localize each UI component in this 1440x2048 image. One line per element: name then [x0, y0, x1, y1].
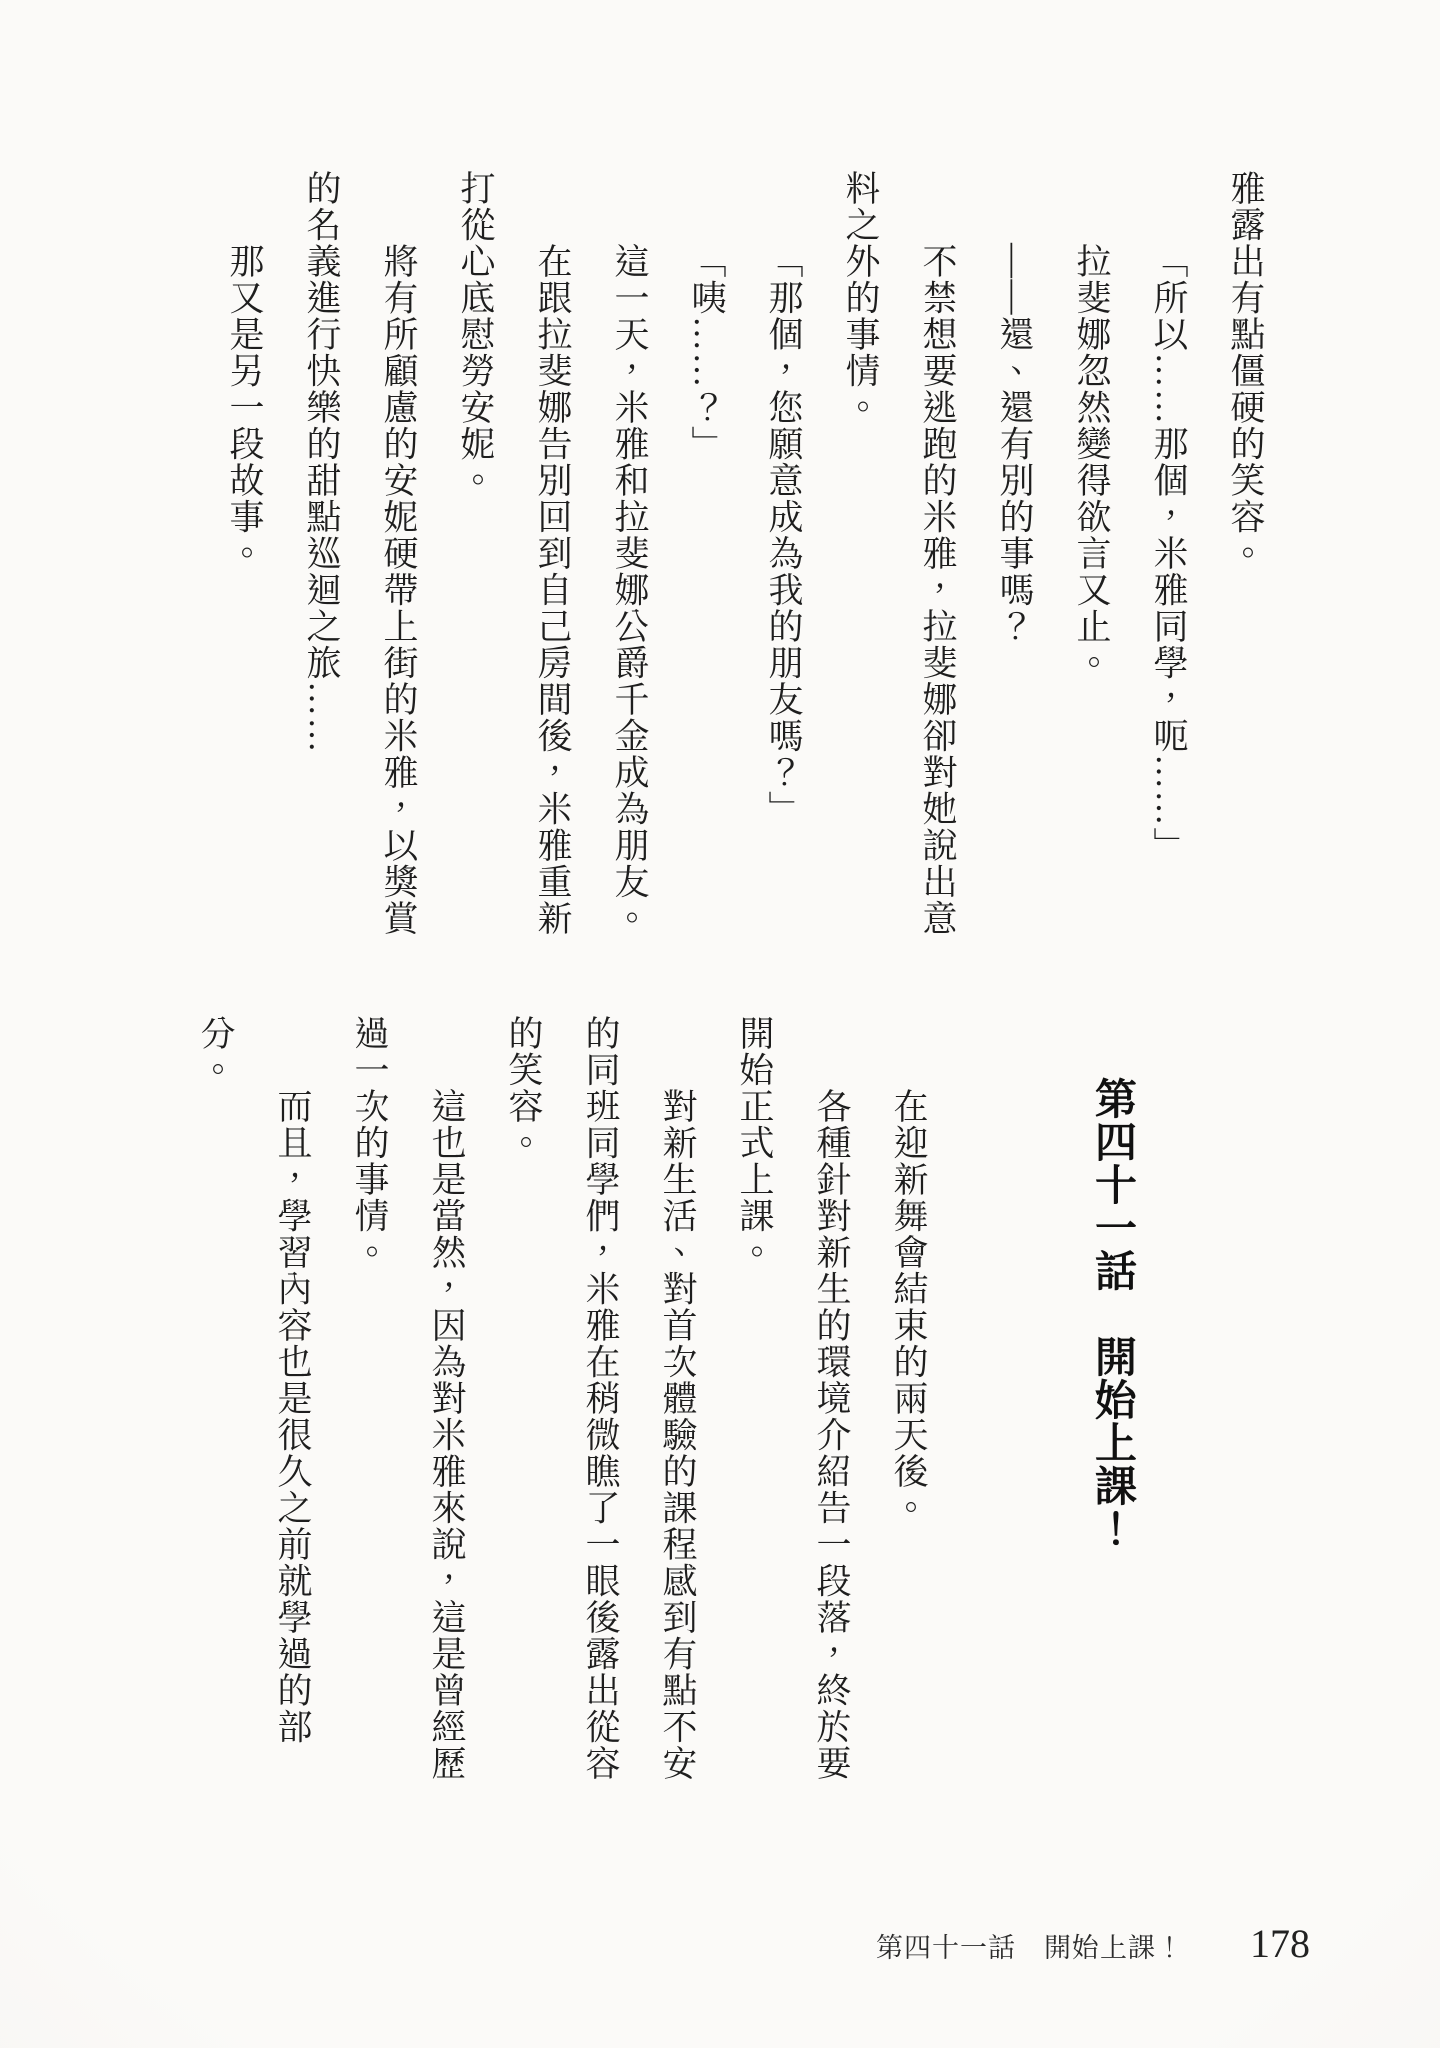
text-column: 這一天，米雅和拉斐娜公爵千金成為朋友。 [610, 243, 649, 937]
text-column: 過一次的事情。 [350, 1015, 389, 1271]
text-column: 對新生活、對首次體驗的課程感到有點不安 [658, 1088, 697, 1782]
text-column: 在跟拉斐娜告別回到自己房間後，米雅重新 [533, 243, 572, 937]
text-column: 的名義進行快樂的甜點巡迴之旅…… [302, 170, 341, 754]
text-column: 不禁想要逃跑的米雅，拉斐娜卻對她說出意 [918, 243, 957, 937]
text-column: 這也是當然，因為對米雅來說，這是曾經歷 [427, 1088, 466, 1782]
text-column: 的同班同學們，米雅在稍微瞧了一眼後露出從容 [581, 1015, 620, 1782]
text-column: 「所以……那個，米雅同學，呃……」 [1149, 243, 1188, 864]
chapter-41-section [183, 1015, 1290, 1820]
text-column: ——還、還有別的事嗎？ [995, 243, 1034, 645]
text-column: 打從心底慰勞安妮。 [456, 170, 495, 499]
text-column: 將有所顧慮的安妮硬帶上街的米雅，以獎賞 [379, 243, 418, 937]
chapter-title: 第四十一話 開始上課！ [1089, 1077, 1135, 1550]
text-column: 的笑容。 [504, 1015, 543, 1161]
text-column: 分。 [196, 1015, 235, 1088]
text-column: 「咦……？」 [687, 243, 726, 462]
text-column: 而且，學習內容也是很久之前就學過的部 [273, 1088, 312, 1745]
text-column: 各種針對新生的環境介紹告一段落，終於要 [812, 1088, 851, 1782]
text-column: 拉斐娜忽然變得欲言又止。 [1072, 243, 1111, 681]
previous-chapter-text-block [212, 170, 1290, 945]
text-column: 在迎新舞會結束的兩天後。 [889, 1088, 928, 1526]
text-column: 那又是另一段故事。 [225, 243, 264, 572]
page-number: 178 [1250, 1921, 1310, 1966]
text-column: 「那個，您願意成為我的朋友嗎？」 [764, 243, 803, 827]
text-column: 開始正式上課。 [735, 1015, 774, 1271]
page-footer [876, 1920, 1310, 1967]
running-chapter-title: 第四十一話 開始上課！ [876, 1933, 1184, 1963]
text-column: 雅露出有點僵硬的笑容。 [1226, 170, 1265, 572]
text-column: 料之外的事情。 [841, 170, 880, 426]
